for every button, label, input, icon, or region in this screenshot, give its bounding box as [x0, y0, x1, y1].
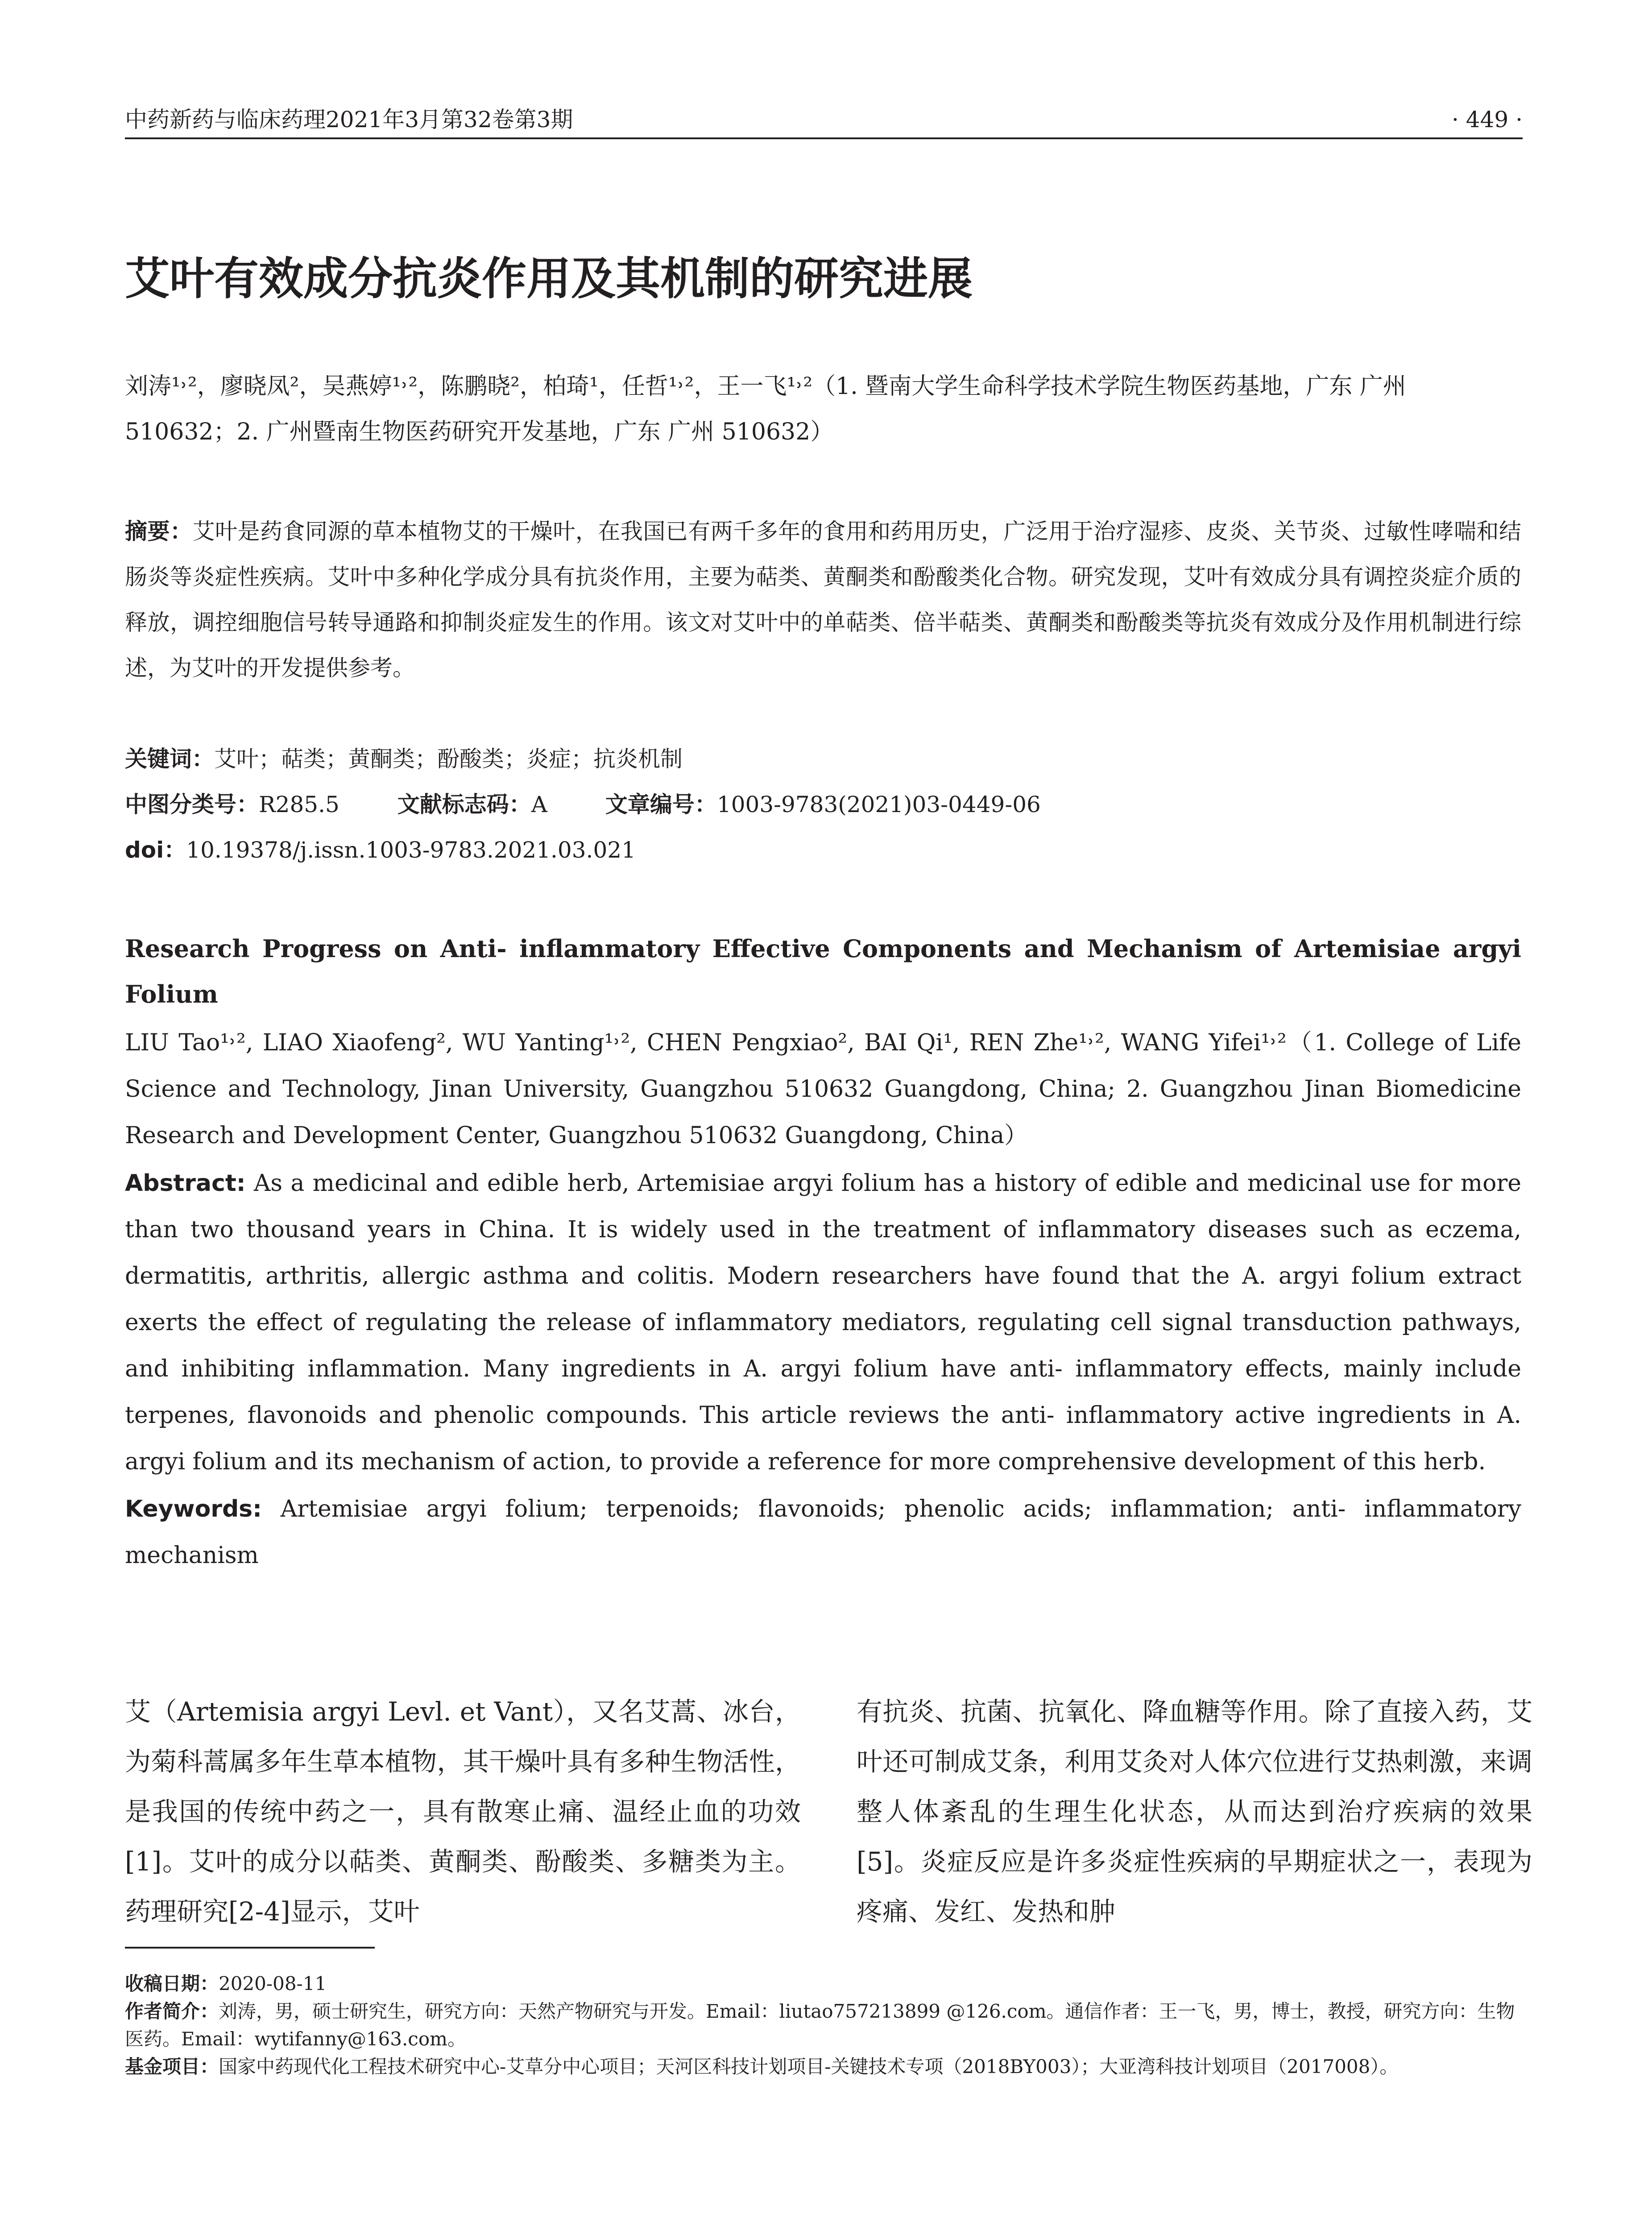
fund-value: 国家中药现代化工程技术研究中心-艾草分中心项目；天河区科技计划项目-关键技术专项（2018BY003）；大亚湾科技计划项目（2017008）。 — [219, 2056, 1399, 2078]
authors-cn: 刘涛¹˒²，廖晓凤²，吴燕婷¹˒²，陈鹏晓²，柏琦¹，任哲¹˒²，王一飞¹˒²（1. 暨南大学生命科学技术学院生物医药基地，广东 广州 510632；2. 广州暨南生物医药研究开发基地，广东 广州 510632） — [125, 373, 1406, 445]
keywords-cn-label: 关键词： — [125, 746, 214, 772]
running-head — [125, 106, 1523, 139]
author-bio-value: 刘涛，男，硕士研究生，研究方向：天然产物研究与开发。Email：liutao757213899 @126.com。通信作者：王一飞，男，博士，教授，研究方向：生物医药。Email：wytifanny@163.com。 — [125, 2000, 1515, 2050]
keywords-en-label: Keywords: — [125, 1496, 262, 1522]
footnote-divider — [125, 1947, 375, 1949]
keywords-cn-text: 艾叶；萜类；黄酮类；酚酸类；炎症；抗炎机制 — [214, 746, 683, 772]
author-bio-label: 作者简介： — [125, 2000, 219, 2022]
doc-code-value: A — [531, 792, 547, 817]
fund-label: 基金项目： — [125, 2056, 219, 2078]
doi-value: 10.19378/j.issn.1003-9783.2021.03.021 — [186, 837, 636, 863]
received-value: 2020-08-11 — [219, 1973, 327, 1995]
journal-name: 中药新药与临床药理2021年3月第32卷第3期 — [125, 107, 573, 133]
footnote-received — [125, 1970, 1521, 1998]
article-number-label: 文章编号： — [605, 792, 717, 817]
footnote-fund — [125, 2053, 1521, 2081]
clc-label: 中图分类号： — [125, 792, 259, 817]
clc-value: R285.5 — [259, 792, 340, 817]
abstract-en — [125, 1160, 1521, 1485]
authors-en: LIU Tao¹˒², LIAO Xiaofeng², WU Yanting¹˒², CHEN Pengxiao², BAI Qi¹, REN Zhe¹˒², WANG Yifei¹˒²（1. College of Life Science and Technology, Jinan University, Guangzhou 510632 Guangdong, China; 2. Guangzhou Jinan Biomedicine Research and Development Center, Guangzhou 510632 Guangdong, China） — [125, 1029, 1521, 1149]
page-number: · 449 · — [1451, 107, 1523, 133]
doi-label: doi： — [125, 837, 186, 863]
body-column-right: 有抗炎、抗菌、抗氧化、降血糖等作用。除了直接入药，艾叶还可制成艾条，利用艾灸对人体穴位进行艾热刺激，来调整人体紊乱的生理生化状态，从而达到治疗疾病的效果[5]。炎症反应是许多炎症性疾病的早期症状之一，表现为疼痛、发红、发热和肿 — [857, 1696, 1532, 1927]
article-number-value: 1003-9783(2021)03-0449-06 — [716, 792, 1041, 817]
footnotes — [125, 1970, 1521, 2081]
article-title: 艾叶有效成分抗炎作用及其机制的研究进展 — [125, 253, 973, 305]
keywords-cn — [125, 736, 1521, 782]
doc-code-label: 文献标志码： — [397, 792, 531, 817]
english-title: Research Progress on Anti- inflammatory Effective Components and Mechanism of Artemisiae argyi Folium — [125, 934, 1521, 1008]
abstract-cn — [125, 509, 1521, 691]
abstract-cn-label: 摘要： — [125, 518, 193, 544]
keywords-en-text: Artemisiae argyi folium; terpenoids; flavonoids; phenolic acids; inflammation; anti- inflammatory mechanism — [125, 1496, 1521, 1569]
body-column-left: 艾（Artemisia argyi Levl. et Vant），又名艾蒿、冰台，为菊科蒿属多年生草本植物，其干燥叶具有多种生物活性，是我国的传统中药之一，具有散寒止痛、温经止血的功效[1]。艾叶的成分以萜类、黄酮类、酚酸类、多糖类为主。药理研究[2-4]显示，艾叶 — [125, 1696, 801, 1927]
doi-row — [125, 827, 1521, 873]
keywords-en — [125, 1486, 1521, 1579]
abstract-en-text: As a medicinal and edible herb, Artemisiae argyi folium has a history of edible and medicinal use for more than two thousand years in China. It is widely used in the treatment of inflammatory diseases such as eczema, dermatitis, arthritis, allergic asthma and colitis. Modern researchers have found that the A. argyi folium extract exerts the effect of regulating the release of inflammatory mediators, regulating cell signal transduction pathways, and inhibiting inflammation. Many ingredients in A. argyi folium have anti- inflammatory effects, mainly include terpenes, flavonoids and phenolic compounds. This article reviews the anti- inflammatory active ingredients in A. argyi folium and its mechanism of action, to provide a reference for more comprehensive development of this herb. — [125, 1170, 1522, 1475]
received-label: 收稿日期： — [125, 1973, 219, 1995]
abstract-cn-text: 艾叶是药食同源的草本植物艾的干燥叶，在我国已有两千多年的食用和药用历史，广泛用于治疗湿疹、皮炎、关节炎、过敏性哮喘和结肠炎等炎症性疾病。艾叶中多种化学成分具有抗炎作用，主要为萜类、黄酮类和酚酸类化合物。研究发现，艾叶有效成分具有调控炎症介质的释放，调控细胞信号转导通路和抑制炎症发生的作用。该文对艾叶中的单萜类、倍半萜类、黄酮类和酚酸类等抗炎有效成分及作用机制进行综述，为艾叶的开发提供参考。 — [125, 518, 1522, 681]
abstract-en-label: Abstract: — [125, 1170, 246, 1197]
classification-row — [125, 782, 1521, 827]
footnote-author — [125, 1998, 1521, 2053]
article-meta-cn — [125, 736, 1521, 873]
